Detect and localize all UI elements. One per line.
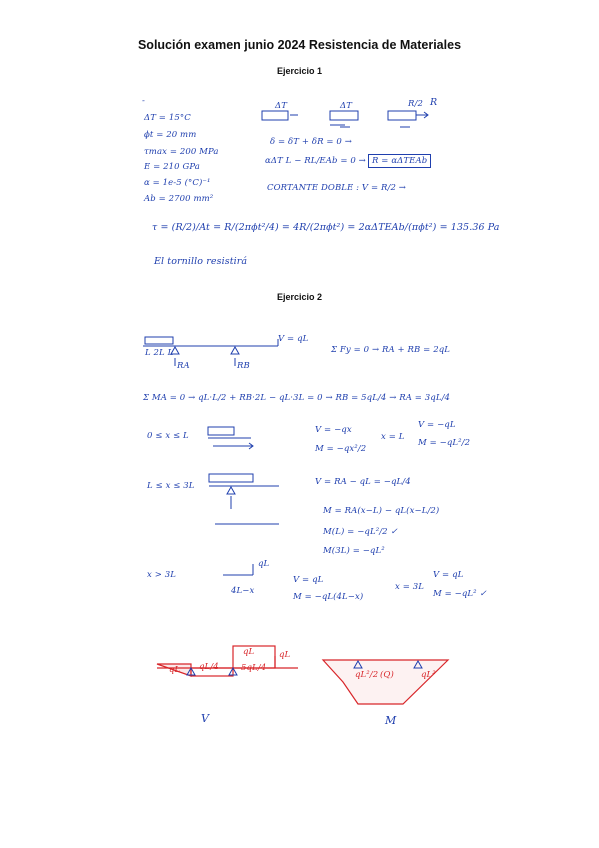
given-alpha: α = 1e-5 (°C)⁻¹ xyxy=(144,178,211,188)
region-1-shear: V = −qx xyxy=(315,425,352,435)
equilibrium-moment: Σ MA = 0 → qL·L/2 + RB·2L − qL·3L = 0 → RB = 5qL/4 → RA = 3qL/4 xyxy=(143,393,451,403)
fig-dt-2: ΔT xyxy=(340,101,353,111)
region-3-shear: V = qL xyxy=(293,575,324,585)
given-area: Ab = 2700 mm² xyxy=(144,194,214,204)
region-1-at-moment: M = −qL²/2 xyxy=(418,438,471,448)
fig-r: R xyxy=(430,97,438,108)
reaction-a: RA xyxy=(177,361,190,371)
region-2-moment-3l: M(3L) = −qL² xyxy=(323,546,385,556)
region-1-range: 0 ≤ x ≤ L xyxy=(147,431,189,441)
fig-dt-1: ΔT xyxy=(275,101,288,111)
exercise-2-scan xyxy=(103,334,520,737)
region-2-range: L ≤ x ≤ 3L xyxy=(147,481,195,491)
region-3-load: qL xyxy=(258,559,270,569)
shear-diagram-label: V xyxy=(201,712,210,725)
ex1-eq-shear: CORTANTE DOBLE : V = R/2 → xyxy=(267,183,406,193)
moment-mid-value: (Q) xyxy=(380,670,394,680)
region-1-at-shear: V = −qL xyxy=(418,420,456,430)
region-1-moment: M = −qx²/2 xyxy=(315,444,367,454)
region-1-at: x = L xyxy=(381,432,405,442)
exercise-1-scan xyxy=(140,93,500,276)
shear-right-value: qL xyxy=(279,650,291,660)
ex1-tau-equation: τ = (R/2)/At = R/(2πϕt²/4) = 4R/(2πϕt²) = 2αΔTEAb/(πϕt²) = 135.36 Pa xyxy=(152,222,500,233)
region-2-moment: M = RA(x−L) − qL(x−L/2) xyxy=(323,506,440,516)
given-diameter: ϕt = 20 mm xyxy=(144,130,197,140)
reaction-b: RB xyxy=(237,361,250,371)
ex1-eq-result-box: R = αΔTEAb xyxy=(368,154,431,168)
region-3-moment: M = −qL(4L−x) xyxy=(293,592,364,602)
shear-top-value: qL xyxy=(243,647,255,657)
ex1-eq-compat: δ = δT + δR = 0 → xyxy=(270,137,352,147)
equilibrium-fy: Σ Fy = 0 → RA + RB = 2qL xyxy=(331,345,451,355)
region-2-shear: V = RA − qL = −qL/4 xyxy=(315,477,411,487)
region-2-moment-l: M(L) = −qL²/2 ✓ xyxy=(323,527,398,537)
shear-rb-value: 5qL/4 xyxy=(241,663,267,673)
span-labels: L 2L L xyxy=(145,348,174,358)
given-e: E = 210 GPa xyxy=(144,162,200,172)
ejercicio-2-heading: Ejercicio 2 xyxy=(276,292,323,302)
fig-half: R/2 xyxy=(408,99,423,109)
ex1-eq-solve: αΔT L − RL/EAb = 0 → xyxy=(265,156,366,166)
top-load-label: V = qL xyxy=(278,334,309,344)
region-3-segment: 4L−x xyxy=(231,586,255,596)
moment-diagram-label: M xyxy=(385,714,397,727)
ex1-dash: - xyxy=(142,96,145,106)
ejercicio-1-heading: Ejercicio 1 xyxy=(276,66,323,76)
ex1-conclusion: El tornillo resistirá xyxy=(154,256,248,267)
shear-mid-value: qL/4 xyxy=(199,662,219,672)
region-3-at-moment: M = −qL² ✓ xyxy=(433,589,487,599)
region-3-at: x = 3L xyxy=(395,582,424,592)
moment-right-value: qL² xyxy=(421,670,436,680)
document-title: Solución examen junio 2024 Resistencia de Materiales xyxy=(137,38,462,52)
region-3-at-shear: V = qL xyxy=(433,570,464,580)
shear-left-value: qL xyxy=(169,665,181,675)
moment-left-value: qL²/2 xyxy=(355,670,379,680)
given-tau: τmax = 200 MPa xyxy=(144,147,219,157)
given-dt: ΔT = 15°C xyxy=(144,113,191,123)
region-3-range: x > 3L xyxy=(147,570,176,580)
